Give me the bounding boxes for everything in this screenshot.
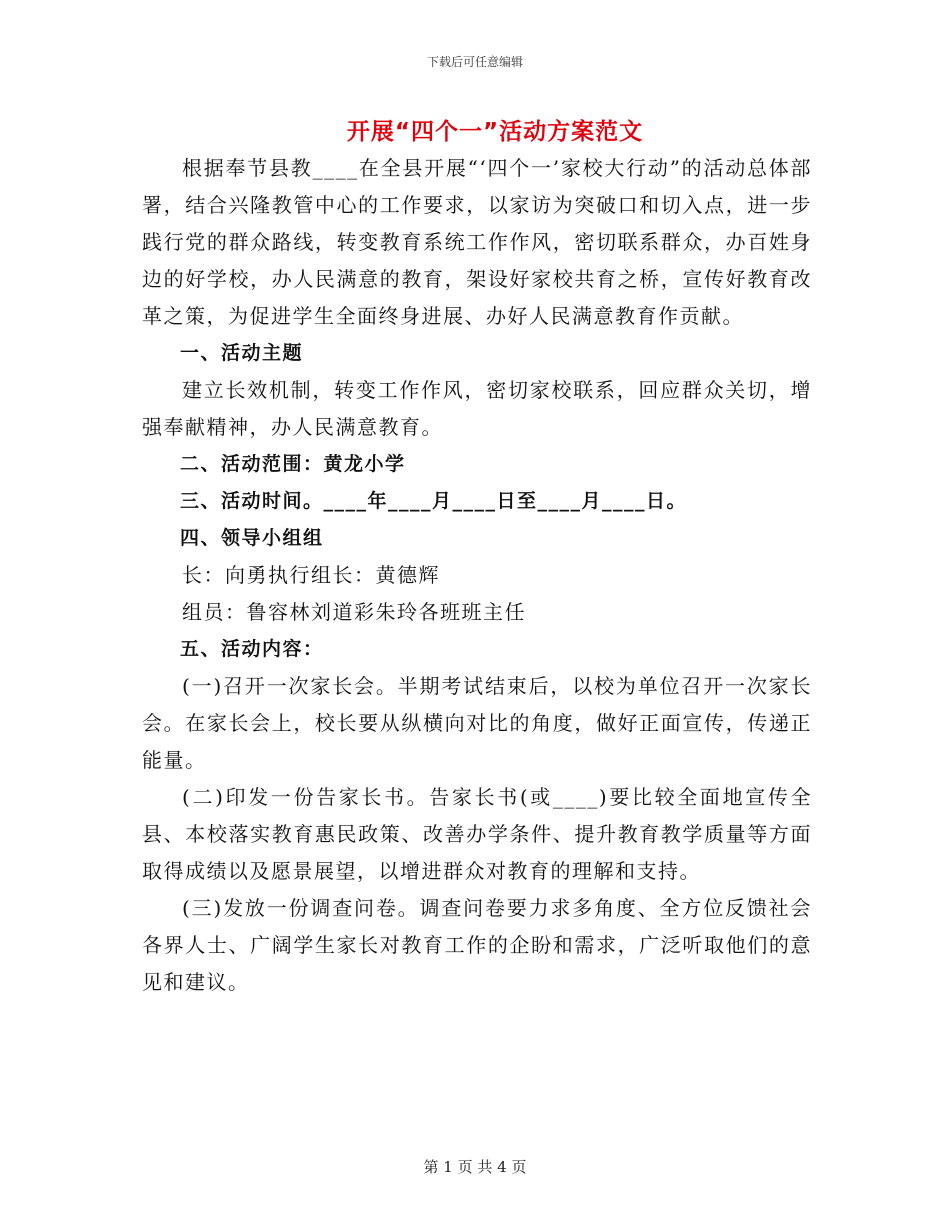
leadership-leaders: 长：向勇执行组长：黄德辉 [182,563,440,587]
header-note: 下载后可任意编辑 [426,55,523,69]
content-item-1: (一)召开一次家长会。半期考试结束后，以校为单位召开一次家长会。在家长会上，校长要从纵横向对比的角度，做好正面宣传，传递正能量。 [142,674,812,772]
theme-paragraph: 建立长效机制，转变工作作风，密切家校联系，回应群众关切，增强奉献精神，办人民满意教育。 [142,378,812,439]
content-item-2: (二)印发一份告家长书。告家长书(或____)要比较全面地宣传全县、本校落实教育惠民政策、改善办学条件、提升教育教学质量等方面取得成绩以及愿景展望，以增进群众对教育的理解和支持。 [142,785,812,883]
page-number: 第 1 页 共 4 页 [423,1158,527,1176]
section-heading-content: 五、活动内容： [180,638,324,660]
section-heading-scope: 二、活动范围：黄龙小学 [180,453,406,475]
section-heading-leadership: 四、领导小组组 [180,527,324,549]
document-title: 开展“四个一”活动方案范文 [346,119,644,145]
leadership-members: 组员：鲁容林刘道彩朱玲各班班主任 [182,600,526,624]
section-heading-time: 三、活动时间。____年____月____日至____月____日。 [180,490,688,512]
document-body [142,150,812,1001]
content-item-3: (三)发放一份调查问卷。调查问卷要力求多角度、全方位反馈社会各界人士、广阔学生家长对教育工作的企盼和需求，广泛听取他们的意见和建议。 [142,896,812,994]
intro-paragraph: 根据奉节县教____在全县开展“‘四个一’家校大行动”的活动总体部署，结合兴隆教管中心的工作要求，以家访为突破口和切入点，进一步践行党的群众路线，转变教育系统工作作风，密切联系群众，办百姓身边的好学校，办人民满意的教育，架设好家校共育之桥，宣传好教育改革之策，为促进学生全面终身进展、办好人民满意教育作贡献。 [142,156,812,328]
section-heading-theme: 一、活动主题 [180,342,304,364]
